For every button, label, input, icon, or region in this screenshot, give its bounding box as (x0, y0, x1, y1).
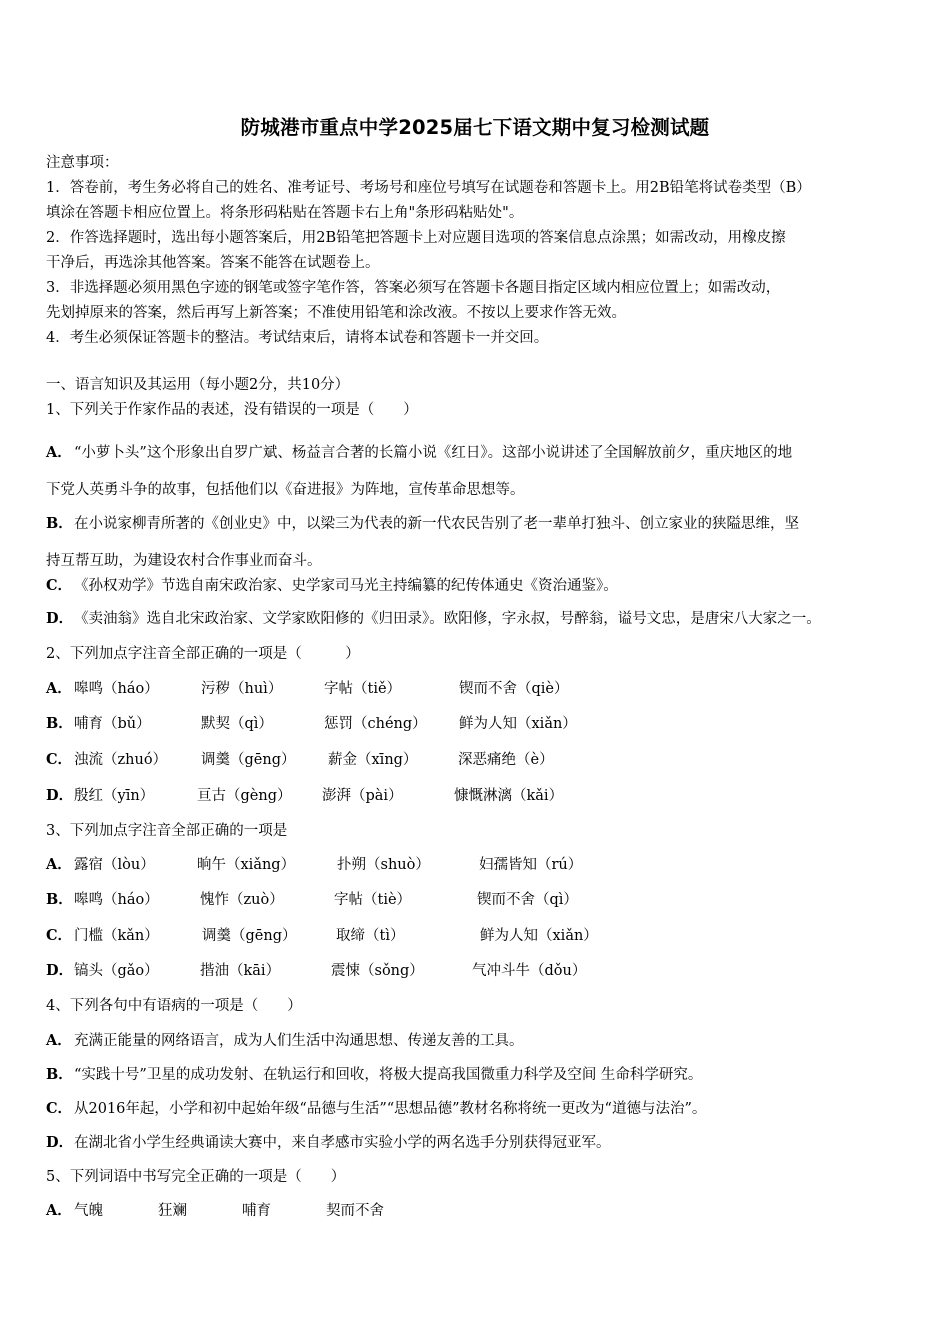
option-word: 慷慨淋漓（kǎi） (454, 788, 564, 804)
question-1-option-a (46, 434, 908, 509)
option-text: 《卖油翁》选自北宋政治家、文学家欧阳修的《归田录》。欧阳修，字永叔，号醉翁，谥号文忠，是唐宋八大家之一。 (74, 611, 821, 627)
option-word: 气魄 (74, 1203, 103, 1219)
question-3-option-b (46, 890, 906, 910)
option-word: 澎湃（pài） (322, 788, 403, 804)
question-2-stem: 2、下列加点字注音全部正确的一项是（ ） (46, 646, 360, 662)
section-heading: 一、语言知识及其运用（每小题2分，共10分） (46, 377, 350, 393)
option-word: 晌午（xiǎng） (197, 857, 296, 873)
notes-block (46, 151, 908, 351)
option-word: 鲜为人知（xiǎn） (480, 928, 598, 944)
option-text: 下党人英勇斗争的故事，包括他们以《奋进报》为阵地，宣传革命思想等。 (46, 482, 525, 498)
option-word: 默契（qì） (201, 716, 273, 732)
option-label: D． (46, 1134, 74, 1151)
option-word: 调羹（gēng） (202, 928, 297, 944)
option-label: D． (46, 610, 74, 627)
option-label: B． (46, 1066, 73, 1083)
option-text: 在湖北省小学生经典诵读大赛中，来自孝感市实验小学的两名选手分别获得冠亚军。 (74, 1135, 611, 1151)
option-label: D． (46, 962, 74, 979)
option-word: 殷红（yīn） (74, 788, 155, 804)
question-4-option-b (46, 1065, 702, 1085)
option-word: 亘古（gèng） (197, 788, 292, 804)
option-label: C． (46, 927, 73, 944)
question-5-stem: 5、下列词语中书写完全正确的一项是（ ） (46, 1169, 346, 1185)
notes-line: 先划掉原来的答案，然后再写上新答案；不准使用铅笔和涂改液。不按以上要求作答无效。 (46, 305, 626, 321)
option-word: 契而不舍 (326, 1203, 384, 1219)
question-3-stem: 3、下列加点字注音全部正确的一项是 (46, 823, 288, 839)
option-word: 嗥鸣（háo） (74, 681, 159, 697)
option-label: C． (46, 577, 73, 594)
option-word: 浊流（zhuó） (74, 752, 168, 768)
option-text: 在小说家柳青所著的《创业史》中，以梁三为代表的新一代农民告别了老一辈单打独斗、创立家业的狭隘思维，坚 (74, 516, 799, 532)
option-word: 字帖（tiě） (324, 681, 402, 697)
option-word: 取缔（tì） (336, 928, 405, 944)
question-2-option-a (46, 679, 906, 699)
option-text: 充满正能量的网络语言，成为人们生活中沟通思想、传递友善的工具。 (74, 1033, 524, 1049)
question-4-stem: 4、下列各句中有语病的一项是（ ） (46, 998, 302, 1014)
notes-line: 4．考生必须保证答题卡的整洁。考试结束后，请将本试卷和答题卡一并交回。 (46, 330, 549, 346)
page-title: 防城港市重点中学2025届七下语文期中复习检测试题 (240, 116, 710, 139)
option-text: “实践十号”卫星的成功发射、在轨运行和回收，将极大提高我国微重力科学及空间 生命科学研究。 (74, 1067, 703, 1083)
option-word: 惩罚（chéng） (324, 716, 427, 732)
option-text: 《孙权劝学》节选自南宋政治家、史学家司马光主持编纂的纪传体通史《资治通鉴》。 (74, 578, 618, 594)
option-word: 露宿（lòu） (74, 857, 155, 873)
option-label: A． (46, 680, 72, 697)
option-word: 镐头（gǎo） (74, 963, 159, 979)
option-label: C． (46, 1100, 73, 1117)
option-word: 愧怍（zuò） (200, 892, 284, 908)
question-4-option-d (46, 1133, 611, 1153)
question-2-option-b (46, 714, 906, 734)
option-word: 鲜为人知（xiǎn） (459, 716, 577, 732)
option-label: C． (46, 751, 73, 768)
option-word: 嗥鸣（háo） (74, 892, 159, 908)
option-label: B． (46, 715, 73, 732)
option-label: D． (46, 787, 74, 804)
question-3-option-d (46, 961, 906, 981)
question-3-option-a (46, 855, 906, 875)
option-label: A． (46, 856, 72, 873)
option-word: 字帖（tiè） (334, 892, 412, 908)
option-label: B． (46, 515, 73, 532)
option-label: A． (46, 444, 72, 461)
question-2-option-d (46, 786, 906, 806)
option-word: 狂斓 (158, 1203, 187, 1219)
option-label: B． (46, 891, 73, 908)
option-word: 震悚（sǒng） (331, 963, 424, 979)
question-3-option-c (46, 926, 906, 946)
question-1-stem: 1、下列关于作家作品的表述，没有错误的一项是（ ） (46, 402, 418, 418)
question-1-option-c (46, 576, 618, 596)
option-word: 深恶痛绝（è） (458, 752, 554, 768)
option-word: 锲而不舍（qiè） (459, 681, 569, 697)
option-word: 调羹（gēng） (201, 752, 296, 768)
question-4-option-a (46, 1031, 524, 1051)
option-text: 持互帮互助，为建设农村合作事业而奋斗。 (46, 553, 322, 569)
option-word: 气冲斗牛（dǒu） (472, 963, 587, 979)
question-4-option-c (46, 1099, 706, 1119)
option-word: 门槛（kǎn） (74, 928, 159, 944)
option-word: 揩油（kāi） (200, 963, 281, 979)
option-text: “小萝卜头”这个形象出自罗广斌、杨益言合著的长篇小说《红日》。这部小说讲述了全国解放前夕，重庆地区的地 (74, 445, 793, 461)
question-5-option-a (46, 1201, 906, 1221)
option-label: A． (46, 1032, 72, 1049)
question-1-option-b (46, 505, 908, 580)
option-text: 从2016年起，小学和初中起始年级“品德与生活”“思想品德”教材名称将统一更改为“道德与法治”。 (74, 1101, 707, 1117)
question-1-option-d (46, 609, 821, 629)
option-word: 妇孺皆知（rú） (479, 857, 583, 873)
notes-line: 干净后，再选涂其他答案。答案不能答在试题卷上。 (46, 255, 380, 271)
option-word: 扑朔（shuò） (337, 857, 430, 873)
option-word: 哺育（bǔ） (74, 716, 151, 732)
notes-line: 1．答卷前，考生务必将自己的姓名、准考证号、考场号和座位号填写在试题卷和答题卡上。用2B铅笔将试卷类型（B） (46, 180, 811, 196)
question-2-option-c (46, 750, 906, 770)
option-word: 薪金（xīng） (328, 752, 418, 768)
option-word: 锲而不舍（qì） (477, 892, 578, 908)
option-word: 哺育 (242, 1203, 271, 1219)
notes-line: 2．作答选择题时，选出每小题答案后，用2B铅笔把答题卡上对应题目选项的答案信息点涂黑；如需改动，用橡皮擦 (46, 230, 786, 246)
notes-line: 3．非选择题必须用黑色字迹的钢笔或签字笔作答，答案必须写在答题卡各题目指定区域内相应位置上；如需改动， (46, 280, 781, 296)
option-label: A． (46, 1202, 72, 1219)
option-word: 污秽（huì） (201, 681, 283, 697)
notes-heading: 注意事项： (46, 155, 119, 171)
notes-line: 填涂在答题卡相应位置上。将条形码粘贴在答题卡右上角"条形码粘贴处"。 (46, 205, 524, 221)
